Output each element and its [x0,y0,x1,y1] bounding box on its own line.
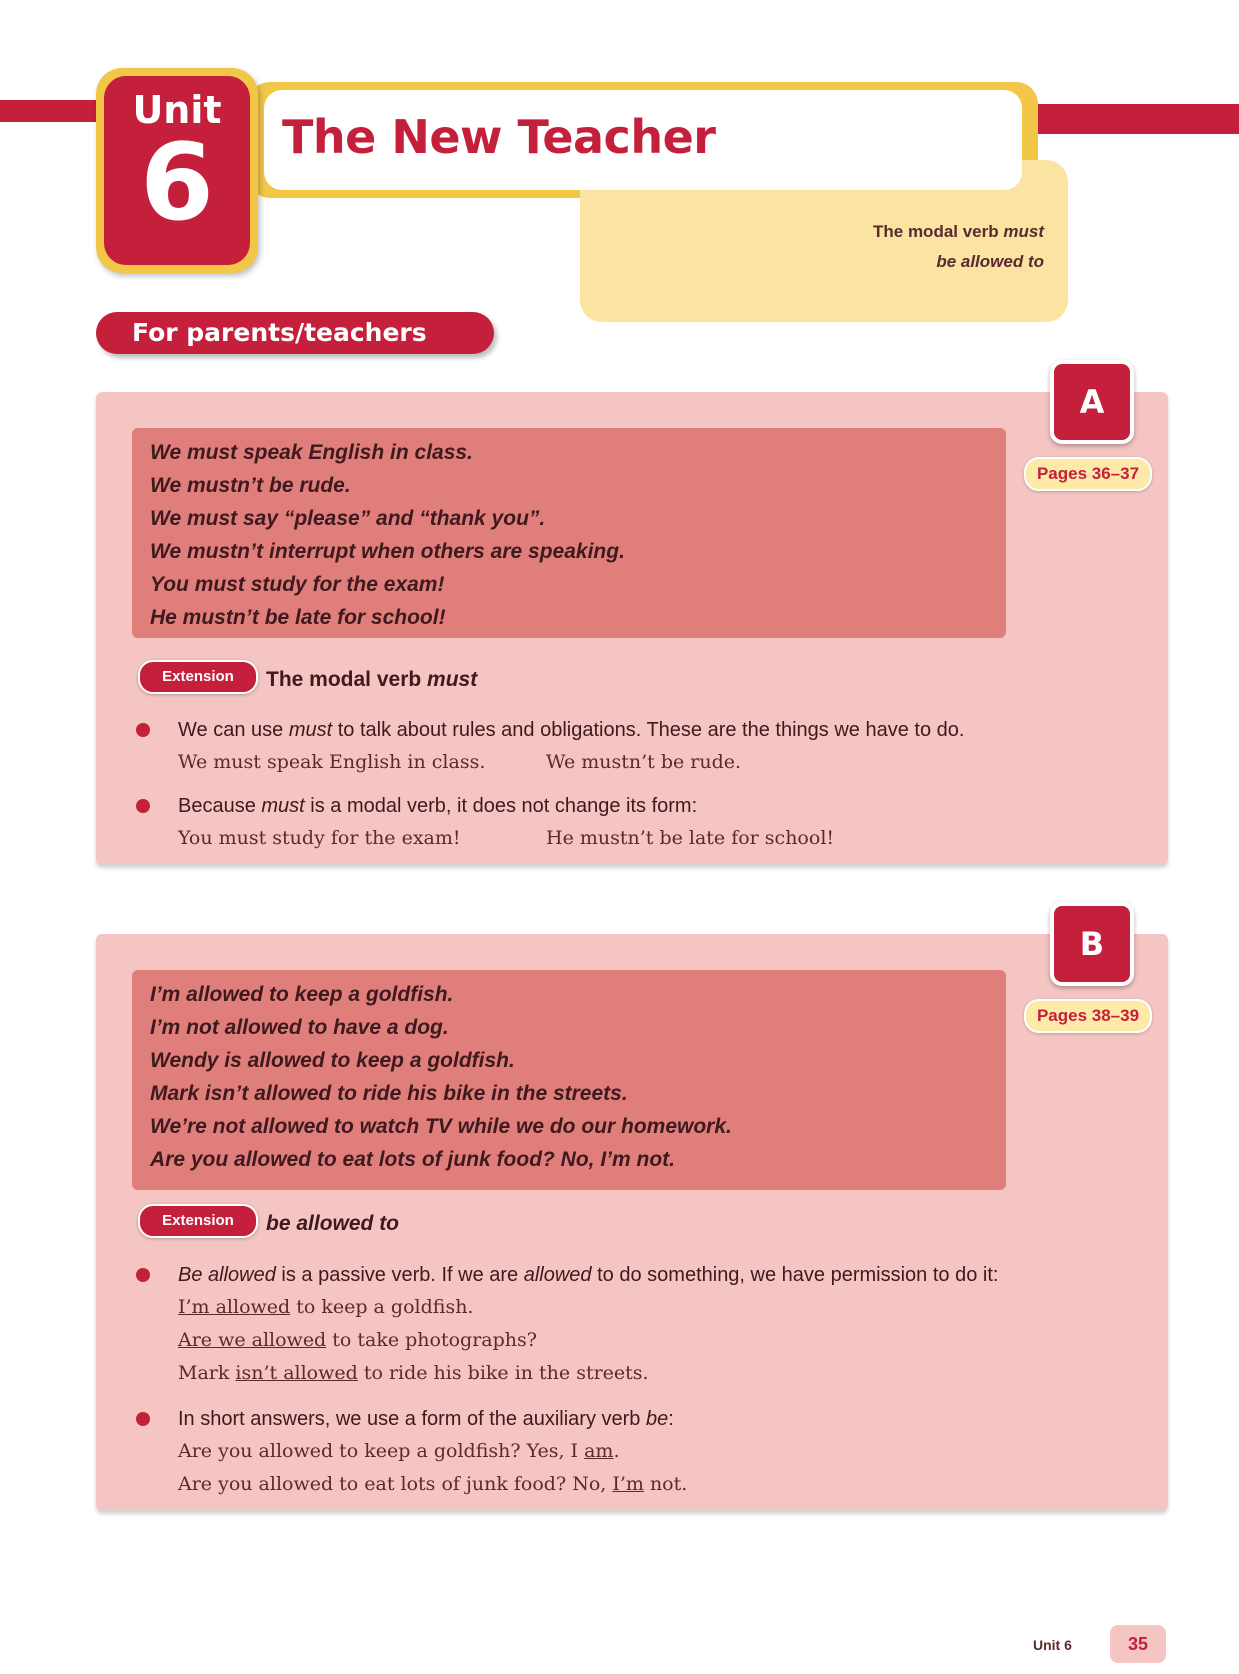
rule-text-em: allowed [523,1264,592,1286]
rule-example-part: Are you allowed to eat lots of junk food? No, [178,1473,613,1495]
rule-text [178,790,697,822]
rule-example [178,1291,473,1323]
unit-badge-inner [104,76,250,265]
header-band-right [1020,104,1239,134]
rule-example [178,1435,620,1467]
example-line: I’m not allowed to have a dog. [150,1016,449,1039]
audience-label: For parents/teachers [96,312,494,354]
bullet-icon [136,1412,150,1426]
page-title: The New Teacher [282,110,716,164]
rule-text-em: must [288,719,333,741]
unit-number: 6 [140,121,214,244]
rule-text-em: Be allowed [178,1264,276,1286]
example-line: We’re not allowed to watch TV while we do our homework. [150,1115,732,1138]
extension-badge: Extension [138,660,258,694]
rule-example-underline: am [584,1440,614,1462]
rule-text-part: : [668,1408,674,1430]
rule-example-part: to take photographs? [326,1329,537,1351]
section-b-pages: Pages 38–39 [1024,999,1152,1033]
section-b-examples [132,970,1006,1190]
rule-text-part: Because [178,795,262,817]
topic-line-1-em: must [1003,222,1044,241]
rule-example: You must study for the exam! [178,827,461,849]
example-line: We must say “please” and “thank you”. [150,507,546,530]
footer-unit-label: Unit 6 [1033,1637,1072,1653]
unit-badge [96,68,258,273]
bullet-icon [136,723,150,737]
rule-example: We must speak English in class. [178,751,486,773]
example-line: Wendy is allowed to keep a goldfish. [150,1049,515,1072]
rule-text-part: to talk about rules and obligations. These are the things we have to do. [332,719,965,741]
rule-example-part: Mark [178,1362,236,1384]
rule-text-part: is a passive verb. If we are [275,1264,524,1286]
example-line: He mustn’t be late for school! [150,606,446,629]
rule-example-underline: I’m [612,1473,644,1495]
example-line: We mustn’t be rude. [150,474,351,497]
extension-title: be allowed to [266,1212,400,1235]
header-band-left [0,100,110,122]
example-line: Mark isn’t allowed to ride his bike in the streets. [150,1082,628,1105]
rule-text [178,1259,998,1291]
rule-example-part: Are you allowed to keep a goldfish? Yes, I [178,1440,585,1462]
rule-example [178,1468,687,1500]
rule-example-underline: isn’t allowed [235,1362,358,1384]
rule-text [178,1403,674,1435]
extension-title [266,668,477,692]
section-a [96,392,1168,864]
topic-line-1-text: The modal verb [873,222,1004,241]
example-line: Are you allowed to eat lots of junk food? No, I’m not. [150,1148,675,1171]
extension-badge: Extension [138,1204,258,1238]
example-line: We mustn’t interrupt when others are speaking. [150,540,625,563]
rule-text-part: is a modal verb, it does not change its form: [304,795,698,817]
page-number: 35 [1110,1625,1166,1663]
rule-example-underline: Are we allowed [178,1329,327,1351]
bullet-icon [136,799,150,813]
section-a-letter-badge: A [1050,360,1134,444]
rule-example-part: not. [643,1473,688,1495]
example-line: I’m allowed to keep a goldfish. [150,983,454,1006]
rule-text [178,714,964,746]
unit-word: Unit [132,88,222,132]
rule-text-part: In short answers, we use a form of the auxiliary verb [178,1408,646,1430]
rule-example-part: . [613,1440,620,1462]
extension-title-em: must [427,668,478,691]
section-b [96,934,1168,1510]
example-line: You must study for the exam! [150,573,445,596]
rule-text-part: We can use [178,719,289,741]
topic-line-2: be allowed to [936,252,1044,271]
extension-title-text: The modal verb [266,668,428,691]
section-b-letter-badge: B [1050,902,1134,986]
bullet-icon [136,1268,150,1282]
rule-text-em: be [645,1408,669,1430]
rule-example-part: to ride his bike in the streets. [357,1362,649,1384]
rule-text-em: must [261,795,305,817]
rule-example [178,1357,649,1389]
rule-example: He mustn’t be late for school! [546,827,835,849]
rule-example-part: to keep a goldfish. [290,1296,474,1318]
rule-example [178,1324,537,1356]
section-a-pages: Pages 36–37 [1024,457,1152,491]
example-line: We must speak English in class. [150,441,473,464]
rule-text-part: to do something, we have permission to do it: [591,1264,999,1286]
rule-example-underline: I’m allowed [178,1296,291,1318]
rule-example: We mustn’t be rude. [546,751,742,773]
section-a-examples [132,428,1006,638]
topic-line-1 [873,222,1044,242]
